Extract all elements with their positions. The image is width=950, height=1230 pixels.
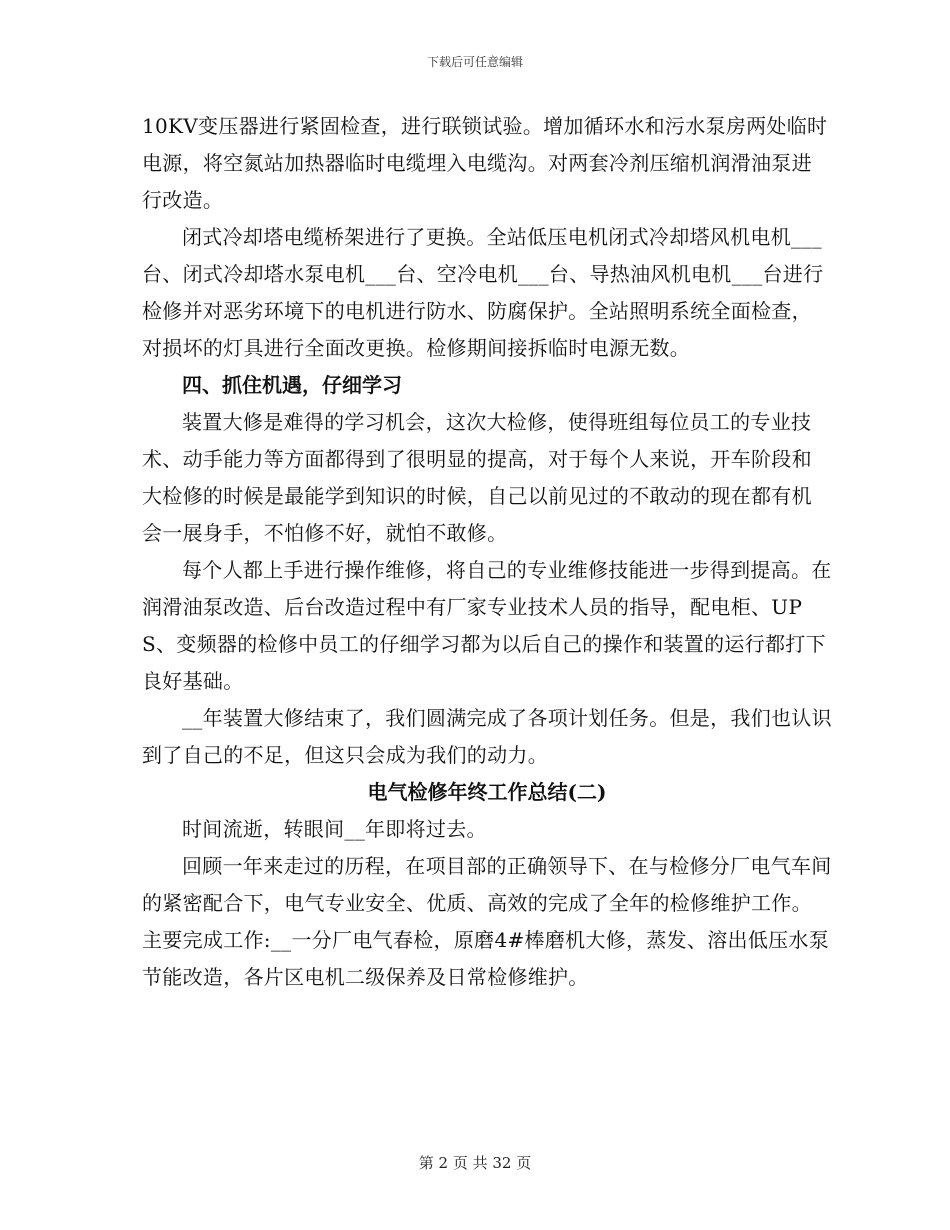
page-number: 第 2 页 共 32 页	[418, 1154, 532, 1172]
section-title-summary-2: 电气检修年终工作总结(二)	[367, 780, 607, 804]
paragraph-time-passes: 时间流逝，转眼间__年即将过去。	[182, 817, 487, 841]
page-header-note: 下载后可任意编辑	[426, 55, 523, 69]
paragraph-overhaul-complete: __年装置大修结束了，我们圆满完成了各项计划任务。但是，我们也认识到了自己的不足，但这只会成为我们的动力。	[142, 706, 832, 767]
paragraph-year-review: 回顾一年来走过的历程，在项目部的正确领导下、在与检修分厂电气车间的紧密配合下，电气专业安全、优质、高效的完成了全年的检修维护工作。主要完成工作:__一分厂电气春检，原磨4#棒磨机大修，蒸发、溶出低压水泵节能改造，各片区电机二级保养及日常检修维护。	[142, 854, 832, 989]
paragraph-hands-on-repair: 每个人都上手进行操作维修，将自己的专业维修技能进一步得到提高。在润滑油泵改造、后台改造过程中有厂家专业技术人员的指导，配电柜、UPS、变频器的检修中员工的仔细学习都为以后自己的操作和装置的运行都打下良好基础。	[142, 558, 832, 693]
paragraph-transformer-check: 10KV变压器进行紧固检查，进行联锁试验。增加循环水和污水泵房两处临时电源，将空氮站加热器临时电缆埋入电缆沟。对两套冷剂压缩机润滑油泵进行改造。	[142, 114, 828, 212]
document-body	[142, 108, 832, 996]
heading-seize-opportunity: 四、抓住机遇，仔细学习	[182, 373, 402, 397]
paragraph-learning-opportunity: 装置大修是难得的学习机会，这次大检修，使得班组每位员工的专业技术、动手能力等方面都得到了很明显的提高，对于每个人来说，开车阶段和大检修的时候是最能学到知识的时候，自己以前见过的不敢动的现在都有机会一展身手，不怕修不好，就怕不敢修。	[142, 410, 812, 545]
paragraph-cooling-tower: 闭式冷却塔电缆桥架进行了更换。全站低压电机闭式冷却塔风机电机___台、闭式冷却塔水泵电机___台、空冷电机___台、导热油风机电机___台进行检修并对恶劣环境下的电机进行防水、防腐保护。全站照明系统全面检查，对损坏的灯具进行全面改更换。检修期间接拆临时电源无数。	[142, 225, 824, 360]
